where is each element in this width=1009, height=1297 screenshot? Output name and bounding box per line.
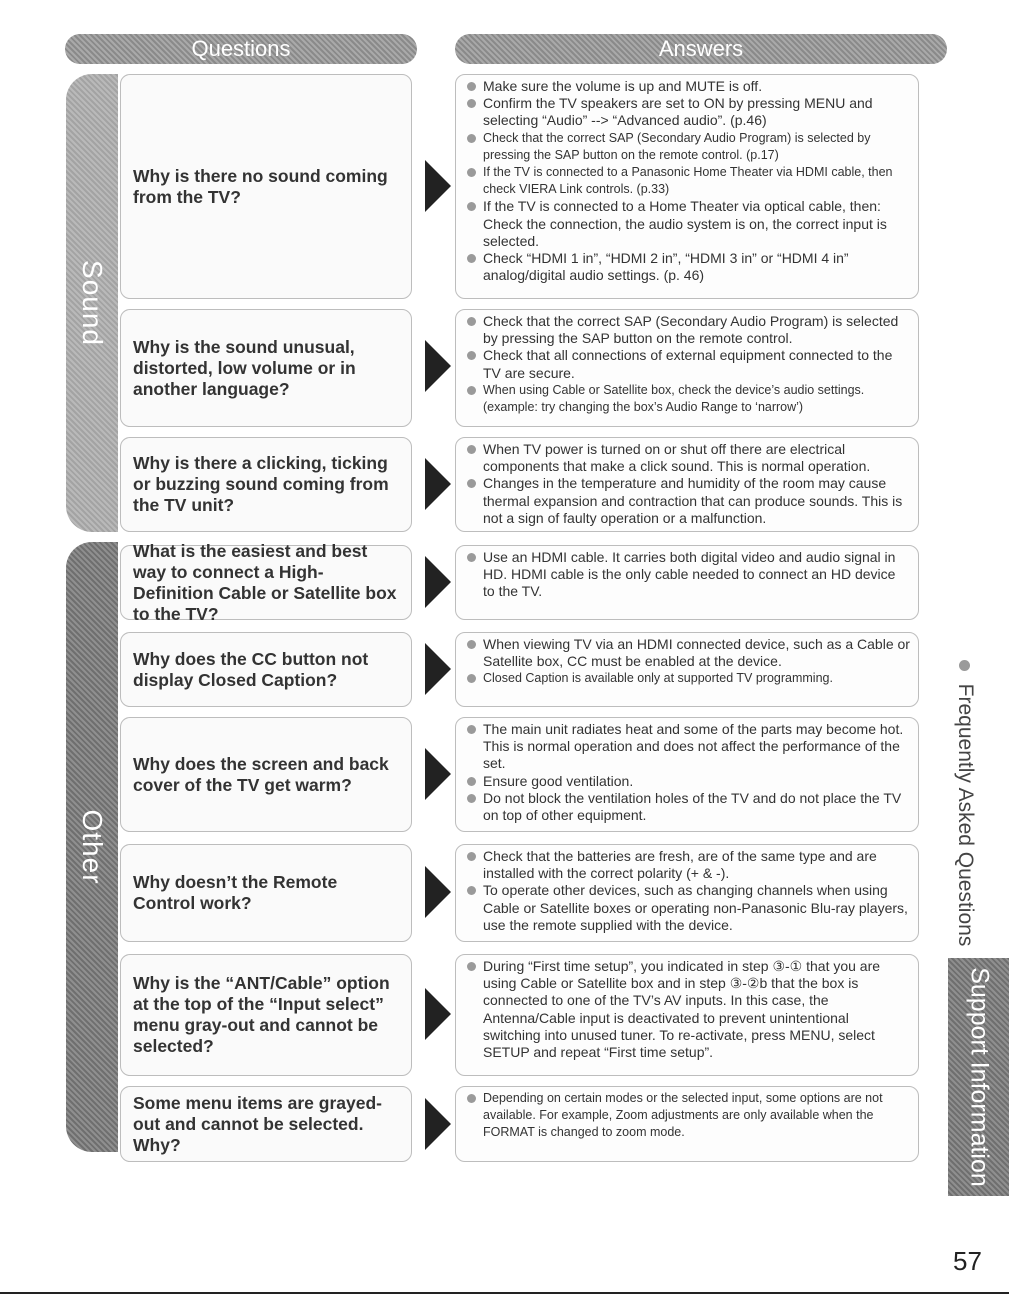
answer-box [455, 437, 919, 532]
answer-item: When viewing TV via an HDMI connected device, such as a Cable or Satellite box, CC must be enabled at the device. [464, 636, 910, 670]
page-number: 57 [953, 1246, 982, 1276]
question-text: Why does the CC button not display Closed Caption? [133, 648, 369, 690]
sound-section-tab [66, 74, 118, 532]
answer-item: Changes in the temperature and humidity of the room may cause thermal expansion and contraction that can produce sounds. This is not a sign of faulty operation or a malfunction. [464, 475, 910, 527]
answer-item: Check that the batteries are fresh, are of the same type and are installed with the correct polarity (+ & -). [464, 848, 910, 882]
answer-item: Make sure the volume is up and MUTE is off. [464, 78, 910, 95]
answer-item: Depending on certain modes or the selected input, some options are not available. For example, Zoom adjustments are only available when the FORMAT is changed to zoom mode. [464, 1090, 910, 1142]
other-section-tab [66, 542, 118, 1152]
arrow-icon [425, 643, 451, 695]
arrow-icon [425, 458, 451, 510]
answer-item: Use an HDMI cable. It carries both digital video and audio signal in HD. HDMI cable is the only cable needed to connect an HD device to the TV. [464, 549, 910, 601]
question-box [120, 437, 412, 532]
answer-item: Check that the correct SAP (Secondary Audio Program) is selected by pressing the SAP button on the remote control. [464, 313, 910, 347]
arrow-icon [425, 340, 451, 392]
answer-box [455, 309, 919, 427]
question-text: Why is the sound unusual, distorted, low volume or in another language? [133, 336, 356, 399]
answer-item: Check that the correct SAP (Secondary Audio Program) is selected by pressing the SAP button on the remote control. (p.17) [464, 130, 910, 164]
question-box [120, 632, 412, 707]
answer-item: If the TV is connected to a Home Theater via optical cable, then: Check the connection, the audio system is on, the correct input is selected. [464, 198, 910, 250]
question-box [120, 540, 412, 624]
answer-item: Ensure good ventilation. [464, 773, 910, 790]
answer-item: When using Cable or Satellite box, check the device’s audio settings. (example: try changing the box’s Audio Range to ‘narrow’) [464, 382, 910, 416]
answer-item: During “First time setup”, you indicated in step ③-① that you are using Cable or Satellite box and in step ③-②b that the box is connected to one of the TV’s AV inputs. In this case, the Antenna/Cable input is deactivated to prevent unintentional switching into unused tuner. To re-activate, press MENU, select SETUP and repeat “First time setup”. [464, 958, 910, 1061]
question-text: What is the easiest and best way to connect a High-Definition Cable or Satellite box to the TV? [133, 540, 397, 624]
question-box [120, 954, 412, 1076]
faq-section-label [945, 660, 985, 950]
answer-item: To operate other devices, such as changing channels when using Cable or Satellite boxes or operating non-Panasonic Blu-ray players, use the remote supplied with the device. [464, 882, 910, 934]
question-text: Why does the screen and back cover of the TV get warm? [133, 753, 389, 795]
arrow-icon [425, 988, 451, 1040]
arrow-icon [425, 160, 451, 212]
question-box [120, 717, 412, 832]
arrow-icon [425, 866, 451, 918]
support-information-tab [948, 958, 1009, 1196]
answer-box [455, 1086, 919, 1162]
question-text: Why is there a clicking, ticking or buzzing sound coming from the TV unit? [133, 453, 389, 515]
question-text: Some menu items are grayed-out and cannot be selected. Why? [133, 1092, 382, 1155]
answer-item: Check that all connections of external equipment connected to the TV are secure. [464, 347, 910, 381]
answer-item: The main unit radiates heat and some of the parts may become hot. This is normal operation and does not affect the performance of the set. [464, 721, 910, 773]
answer-item: Do not block the ventilation holes of the TV and do not place the TV on top of other equipment. [464, 790, 910, 824]
answer-item: Confirm the TV speakers are set to ON by pressing MENU and selecting “Audio” --> “Advanced audio”. (p.46) [464, 95, 910, 129]
answer-item: If the TV is connected to a Panasonic Home Theater via HDMI cable, then check VIERA Link controls. (p.33) [464, 164, 910, 198]
answer-box [455, 74, 919, 299]
bullet-icon [959, 660, 970, 671]
answer-item: Closed Caption is available only at supported TV programming. [464, 670, 910, 687]
answer-box [455, 954, 919, 1076]
arrow-icon [425, 1098, 451, 1150]
bottom-divider [0, 1292, 1009, 1294]
question-box [120, 74, 412, 299]
other-tab-label: Other [77, 809, 108, 885]
question-text: Why is there no sound coming from the TV? [133, 165, 388, 207]
answer-box [455, 844, 919, 942]
arrow-icon [425, 556, 451, 608]
answer-item: When TV power is turned on or shut off there are electrical components that make a click sound. This is normal operation. [464, 441, 910, 475]
question-text: Why is the “ANT/Cable” option at the top of the “Input select” menu gray-out and cannot be selected? [133, 973, 390, 1056]
question-box [120, 309, 412, 427]
answer-box [455, 545, 919, 620]
questions-header: Questions [65, 34, 417, 64]
arrow-icon [425, 748, 451, 800]
answer-item: Check “HDMI 1 in”, “HDMI 2 in”, “HDMI 3 in” or “HDMI 4 in” analog/digital audio settings. (p. 46) [464, 250, 910, 284]
sound-tab-label: Sound [77, 260, 108, 346]
support-tab-label: Support Information [965, 967, 993, 1187]
answer-box [455, 632, 919, 707]
question-box [120, 844, 412, 942]
faq-label-text: Frequently Asked Questions [954, 683, 977, 947]
question-text: Why doesn’t the Remote Control work? [133, 872, 338, 913]
answer-box [455, 717, 919, 832]
answers-header: Answers [455, 34, 947, 64]
question-box [120, 1086, 412, 1162]
